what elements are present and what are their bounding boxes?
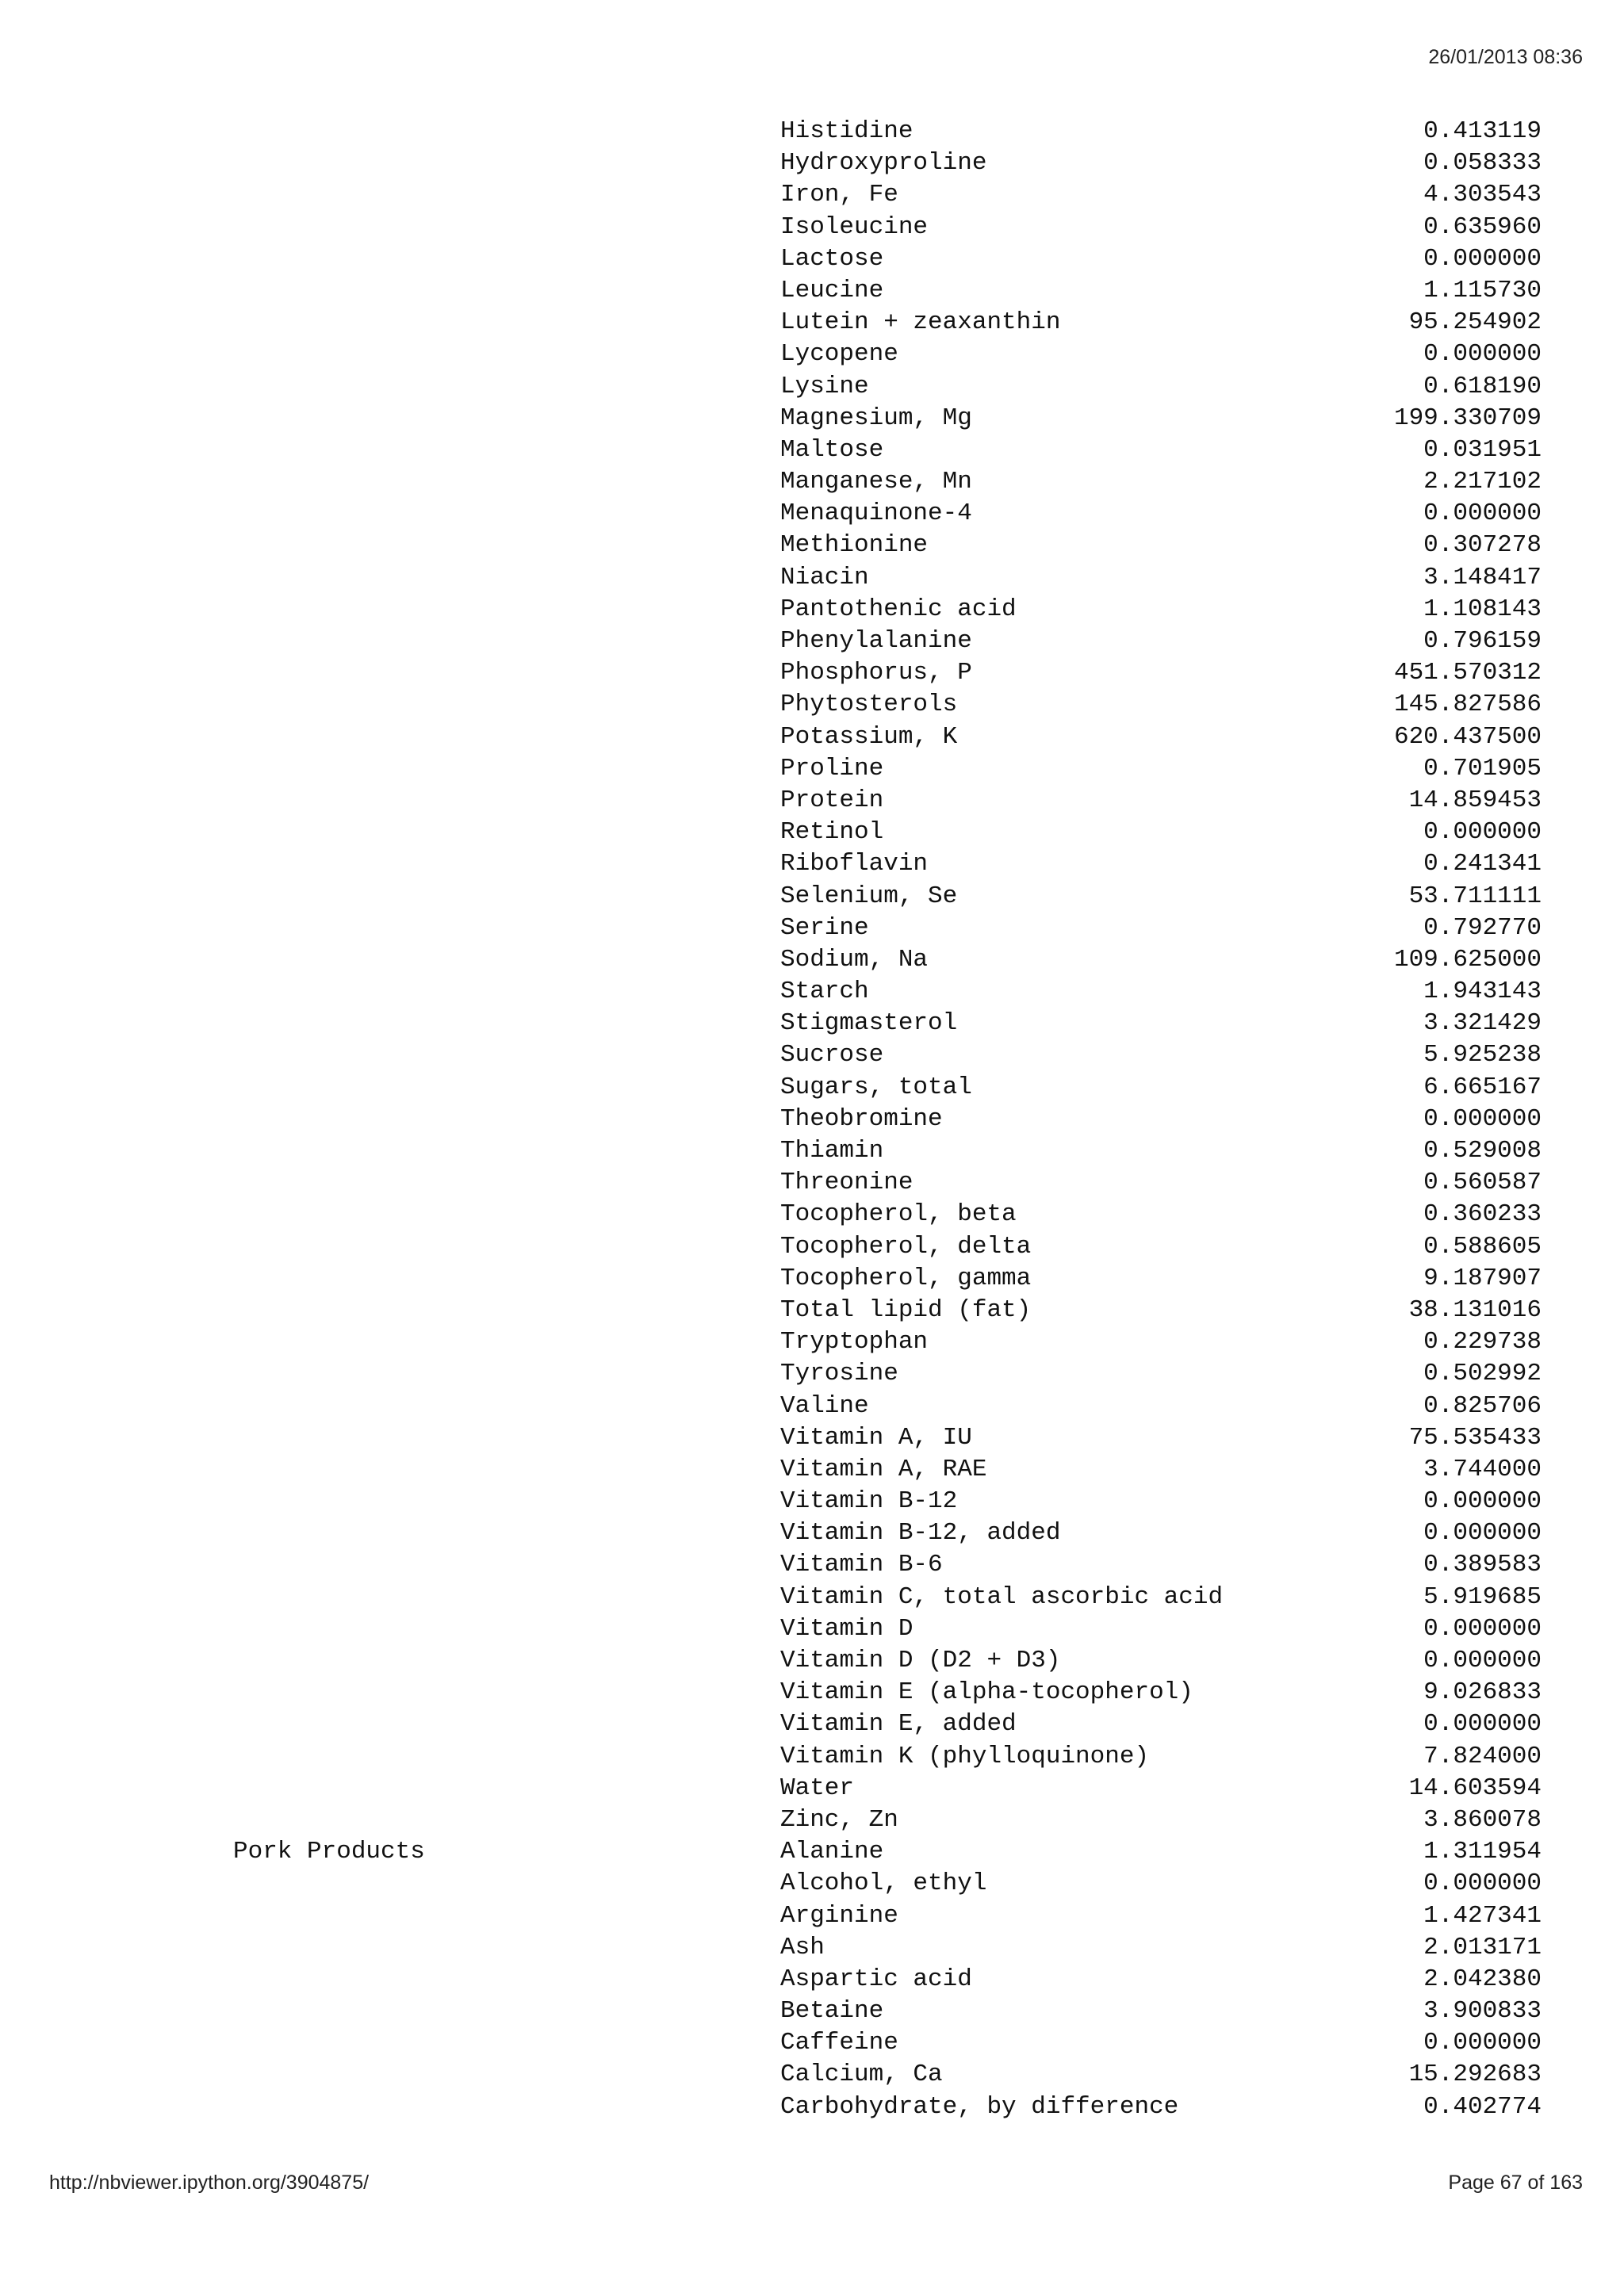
table-row <box>233 1231 1542 1263</box>
nutrient-value-cell: 0.000000 <box>1423 1710 1542 1739</box>
table-row <box>233 339 1542 370</box>
nutrient-value-cell: 3.744000 <box>1423 1455 1542 1483</box>
nutrient-name-cell: Vitamin D (D2 + D3) <box>780 1647 1061 1674</box>
table-row <box>233 1391 1542 1422</box>
table-row <box>233 913 1542 944</box>
nutrient-name-cell: Leucine <box>780 276 884 304</box>
nutrient-name-cell: Selenium, Se <box>780 882 958 910</box>
nutrient-name-cell: Sodium, Na <box>780 945 929 974</box>
nutrient-name-cell: Menaquinone-4 <box>780 499 972 528</box>
nutrient-value-cell: 14.859453 <box>1408 786 1542 814</box>
nutrient-name-cell: Lactose <box>780 244 884 273</box>
print-timestamp: 26/01/2013 08:36 <box>1428 46 1583 68</box>
nutrient-value-cell: 0.307278 <box>1423 531 1542 560</box>
nutrient-value-cell: 1.943143 <box>1423 978 1542 1006</box>
nutrient-name-cell: Magnesium, Mg <box>780 404 972 432</box>
table-row <box>233 817 1542 848</box>
table-row <box>233 657 1542 689</box>
nutrient-name-cell: Vitamin K (phylloquinone) <box>780 1742 1150 1770</box>
table-row <box>233 2059 1542 2091</box>
nutrient-name-cell: Betaine <box>780 1997 884 2026</box>
nutrient-name-cell: Alcohol, ethyl <box>780 1869 987 1898</box>
nutrient-name-cell: Thiamin <box>780 1137 884 1165</box>
table-row <box>233 1709 1542 1740</box>
table-row <box>233 1932 1542 1964</box>
footer-url: http://nbviewer.ipython.org/3904875/ <box>49 2172 370 2194</box>
table-row <box>233 2027 1542 2059</box>
nutrient-value-cell: 0.389583 <box>1423 1551 1542 1579</box>
nutrient-value-cell: 109.625000 <box>1393 945 1542 974</box>
nutrient-name-cell: Phosphorus, P <box>780 659 972 687</box>
table-row <box>233 530 1542 561</box>
nutrient-value-cell: 0.000000 <box>1423 1519 1542 1548</box>
table-row <box>233 116 1542 147</box>
nutrient-name-cell: Methionine <box>780 531 929 560</box>
nutrient-name-cell: Tocopherol, gamma <box>780 1264 1032 1292</box>
nutrient-value-cell: 0.529008 <box>1423 1137 1542 1165</box>
table-row <box>233 1964 1542 1996</box>
nutrient-value-cell: 0.588605 <box>1423 1232 1542 1261</box>
nutrient-value-cell: 4.303543 <box>1423 181 1542 209</box>
nutrient-value-cell: 0.560587 <box>1423 1169 1542 1197</box>
nutrient-value-cell: 145.827586 <box>1393 691 1542 719</box>
nutrient-name-cell: Starch <box>780 978 869 1006</box>
table-row <box>233 243 1542 275</box>
nutrient-value-cell: 6.665167 <box>1423 1073 1542 1101</box>
nutrient-name-cell: Retinol <box>780 818 884 847</box>
nutrient-value-cell: 1.108143 <box>1423 595 1542 623</box>
page-number: Page 67 of 163 <box>1448 2172 1583 2194</box>
nutrient-value-cell: 0.000000 <box>1423 499 1542 528</box>
nutrient-name-cell: Vitamin C, total ascorbic acid <box>780 1582 1224 1611</box>
nutrient-name-cell: Manganese, Mn <box>780 468 972 496</box>
nutrient-name-cell: Tocopherol, beta <box>780 1200 1017 1229</box>
table-row <box>233 562 1542 594</box>
nutrient-name-cell: Calcium, Ca <box>780 2061 943 2089</box>
table-row <box>233 1072 1542 1104</box>
nutrient-value-cell: 199.330709 <box>1393 404 1542 432</box>
nutrient-value-cell: 9.026833 <box>1423 1678 1542 1707</box>
table-row <box>233 721 1542 753</box>
nutrient-value-cell: 0.058333 <box>1423 149 1542 178</box>
nutrient-value-cell: 0.796159 <box>1423 627 1542 655</box>
table-row <box>233 2091 1542 2123</box>
nutrient-value-cell: 451.570312 <box>1393 659 1542 687</box>
nutrient-value-cell: 0.792770 <box>1423 913 1542 942</box>
nutrient-name-cell: Lysine <box>780 372 869 400</box>
nutrient-name-cell: Phenylalanine <box>780 627 972 655</box>
nutrient-name-cell: Riboflavin <box>780 850 929 878</box>
nutrient-value-cell: 95.254902 <box>1408 308 1542 337</box>
table-row <box>233 1326 1542 1358</box>
nutrient-name-cell: Hydroxyproline <box>780 149 987 178</box>
nutrient-name-cell: Lycopene <box>780 340 898 369</box>
table-row <box>233 466 1542 498</box>
table-row <box>233 307 1542 339</box>
nutrient-value-cell: 5.919685 <box>1423 1582 1542 1611</box>
nutrient-name-cell: Serine <box>780 913 869 942</box>
table-row <box>233 275 1542 307</box>
nutrient-value-cell: 0.000000 <box>1423 1104 1542 1133</box>
table-row <box>233 1868 1542 1900</box>
table-row <box>233 1582 1542 1613</box>
nutrient-value-cell: 0.618190 <box>1423 372 1542 400</box>
nutrient-value-cell: 0.000000 <box>1423 1487 1542 1516</box>
nutrient-value-cell: 0.031951 <box>1423 435 1542 464</box>
nutrient-name-cell: Isoleucine <box>780 212 929 241</box>
nutrient-value-cell: 2.042380 <box>1423 1965 1542 1993</box>
table-row <box>233 1613 1542 1645</box>
nutrient-value-cell: 0.360233 <box>1423 1200 1542 1229</box>
table-row <box>233 1199 1542 1230</box>
nutrient-value-cell: 3.900833 <box>1423 1997 1542 2026</box>
nutrient-name-cell: Phytosterols <box>780 691 958 719</box>
nutrient-name-cell: Protein <box>780 786 884 814</box>
nutrient-value-cell: 1.311954 <box>1423 1838 1542 1866</box>
nutrient-value-cell: 0.402774 <box>1423 2092 1542 2121</box>
nutrient-name-cell: Tryptophan <box>780 1328 929 1357</box>
nutrient-name-cell: Vitamin B-6 <box>780 1551 943 1579</box>
table-row <box>233 944 1542 976</box>
table-row <box>233 1454 1542 1486</box>
table-row <box>233 753 1542 785</box>
nutrient-value-cell: 0.635960 <box>1423 212 1542 241</box>
table-row <box>233 1645 1542 1677</box>
nutrient-name-cell: Vitamin B-12, added <box>780 1519 1061 1548</box>
nutrient-value-cell: 75.535433 <box>1408 1423 1542 1452</box>
nutrient-value-cell: 0.000000 <box>1423 1647 1542 1674</box>
table-row <box>233 1517 1542 1549</box>
table-row <box>233 212 1542 243</box>
nutrient-value-cell: 0.000000 <box>1423 1869 1542 1898</box>
nutrient-name-cell: Aspartic acid <box>780 1965 972 1993</box>
table-row <box>233 1008 1542 1039</box>
table-row <box>233 1263 1542 1295</box>
nutrient-name-cell: Tocopherol, delta <box>780 1232 1032 1261</box>
table-row <box>233 1422 1542 1454</box>
nutrient-table <box>233 116 1542 2123</box>
nutrient-value-cell: 0.229738 <box>1423 1328 1542 1357</box>
nutrient-name-cell: Vitamin E, added <box>780 1710 1017 1739</box>
table-row <box>233 848 1542 880</box>
nutrient-name-cell: Vitamin A, RAE <box>780 1455 987 1483</box>
table-row <box>233 498 1542 530</box>
nutrient-value-cell: 2.013171 <box>1423 1933 1542 1961</box>
nutrient-value-cell: 2.217102 <box>1423 468 1542 496</box>
nutrient-name-cell: Alanine <box>780 1838 884 1866</box>
nutrient-name-cell: Valine <box>780 1391 869 1420</box>
table-row <box>233 1804 1542 1836</box>
nutrient-name-cell: Proline <box>780 754 884 783</box>
nutrient-name-cell: Niacin <box>780 563 869 591</box>
table-row <box>233 1549 1542 1581</box>
table-row <box>233 689 1542 721</box>
nutrient-value-cell: 14.603594 <box>1408 1774 1542 1802</box>
nutrient-value-cell: 0.000000 <box>1423 2029 1542 2057</box>
table-row <box>233 1677 1542 1709</box>
nutrient-value-cell: 0.000000 <box>1423 244 1542 273</box>
table-row <box>233 1996 1542 2027</box>
nutrient-value-cell: 7.824000 <box>1423 1742 1542 1770</box>
nutrient-name-cell: Vitamin D <box>780 1614 914 1643</box>
table-row <box>233 1104 1542 1135</box>
table-row <box>233 1039 1542 1071</box>
nutrient-name-cell: Threonine <box>780 1169 914 1197</box>
nutrient-name-cell: Total lipid (fat) <box>780 1295 1032 1324</box>
nutrient-value-cell: 620.437500 <box>1393 722 1542 751</box>
nutrient-name-cell: Theobromine <box>780 1104 943 1133</box>
nutrient-value-cell: 3.860078 <box>1423 1805 1542 1834</box>
table-row <box>233 1295 1542 1326</box>
table-row <box>233 594 1542 626</box>
nutrient-value-cell: 53.711111 <box>1408 882 1542 910</box>
table-row <box>233 881 1542 913</box>
nutrient-value-cell: 1.427341 <box>1423 1901 1542 1930</box>
nutrient-value-cell: 0.000000 <box>1423 1614 1542 1643</box>
nutrient-name-cell: Sugars, total <box>780 1073 972 1101</box>
nutrient-name-cell: Iron, Fe <box>780 181 898 209</box>
table-row <box>233 1773 1542 1804</box>
table-row <box>233 1741 1542 1773</box>
nutrient-name-cell: Carbohydrate, by difference <box>780 2092 1179 2121</box>
nutrient-name-cell: Sucrose <box>780 1041 884 1070</box>
nutrient-name-cell: Histidine <box>780 117 914 145</box>
table-row <box>233 1358 1542 1390</box>
nutrient-value-cell: 0.502992 <box>1423 1360 1542 1388</box>
nutrient-value-cell: 0.701905 <box>1423 754 1542 783</box>
nutrient-name-cell: Water <box>780 1774 855 1802</box>
nutrient-value-cell: 38.131016 <box>1408 1295 1542 1324</box>
nutrient-name-cell: Potassium, K <box>780 722 958 751</box>
nutrient-name-cell: Ash <box>780 1933 825 1961</box>
nutrient-name-cell: Pantothenic acid <box>780 595 1017 623</box>
nutrient-name-cell: Arginine <box>780 1901 898 1930</box>
food-group-cell: Pork Products <box>233 1838 425 1866</box>
table-row <box>233 434 1542 466</box>
nutrient-value-cell: 3.148417 <box>1423 563 1542 591</box>
nutrient-value-cell: 0.241341 <box>1423 850 1542 878</box>
nutrient-name-cell: Vitamin A, IU <box>780 1423 972 1452</box>
nutrient-value-cell: 0.000000 <box>1423 340 1542 369</box>
nutrient-value-cell: 1.115730 <box>1423 276 1542 304</box>
nutrient-value-cell: 9.187907 <box>1423 1264 1542 1292</box>
table-row <box>233 1135 1542 1167</box>
table-row <box>233 371 1542 403</box>
nutrient-name-cell: Stigmasterol <box>780 1009 958 1038</box>
nutrient-value-cell: 15.292683 <box>1408 2061 1542 2089</box>
nutrient-value-cell: 0.825706 <box>1423 1391 1542 1420</box>
nutrient-value-cell: 5.925238 <box>1423 1041 1542 1070</box>
table-row <box>233 1486 1542 1517</box>
table-row <box>233 785 1542 817</box>
table-row <box>233 1900 1542 1932</box>
nutrient-name-cell: Caffeine <box>780 2029 898 2057</box>
nutrient-name-cell: Zinc, Zn <box>780 1805 898 1834</box>
nutrient-value-cell: 3.321429 <box>1423 1009 1542 1038</box>
table-row <box>233 147 1542 179</box>
nutrient-value-cell: 0.413119 <box>1423 117 1542 145</box>
nutrient-name-cell: Vitamin E (alpha-tocopherol) <box>780 1678 1193 1707</box>
nutrient-name-cell: Maltose <box>780 435 884 464</box>
nutrient-name-cell: Lutein + zeaxanthin <box>780 308 1061 337</box>
nutrient-name-cell: Tyrosine <box>780 1360 898 1388</box>
table-row <box>233 179 1542 211</box>
table-row <box>233 976 1542 1008</box>
table-row <box>233 403 1542 434</box>
table-row <box>233 626 1542 657</box>
table-row <box>233 1167 1542 1199</box>
table-row <box>233 1836 1542 1868</box>
nutrient-value-cell: 0.000000 <box>1423 818 1542 847</box>
nutrient-name-cell: Vitamin B-12 <box>780 1487 958 1516</box>
